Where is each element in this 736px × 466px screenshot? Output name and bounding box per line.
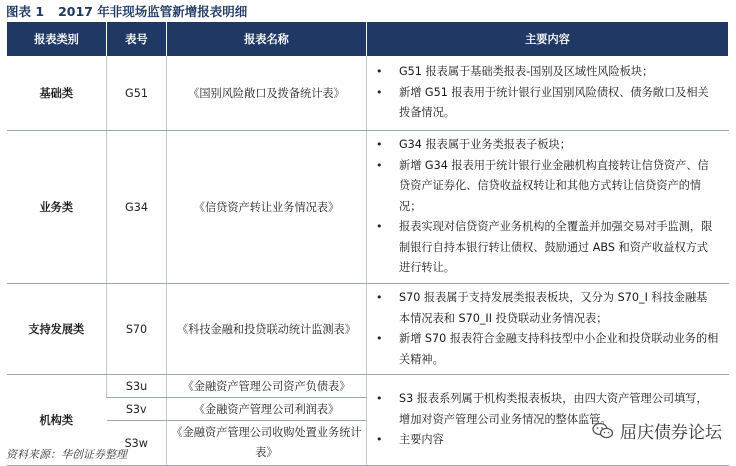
header-content: 主要内容 [367,22,729,56]
name-cell: 《信贷资产转让业务情况表》 [167,131,367,284]
bullet-item: • S70 报表属于支持发展类报表板块，又分为 S70_I 科技金融基本情况表和 S70_II 投贷联动业务情况表； [373,288,719,329]
code-cell: S70 [107,284,167,375]
name-cell: 《金融资产管理公司收购处置业务统计表》 [167,421,367,466]
code-cell: G51 [107,56,167,131]
bullet-item: • 新增 G51 报表用于统计银行业国别风险债权、债务敞口及相关拨备情况。 [373,83,719,124]
source-note: 资料来源：华创证券整理 [6,448,127,461]
name-cell: 《金融资产管理公司资产负债表》 [167,375,367,398]
name-cell: 《科技金融和投贷联动统计监测表》 [167,284,367,375]
code-cell: S3v [107,398,167,421]
bullet-item: • G34 报表属于业务类报表子板块； [373,135,719,156]
header-category: 报表类别 [7,22,107,56]
bullet-item: • 新增 G34 报表用于统计银行业金融机构直接转让信贷资产、信贷资产证券化、信贷收益权转让和其他方式转让信贷资产的情况； [373,156,719,218]
bullet-item: • G51 报表属于基础类报表-国别及区域性风险板块； [373,62,719,83]
bullet-item: • 报表实现对信贷资产业务机构的全覆盖并加强交易对手监测，限制银行自持本银行转让债权、鼓励通过 ABS 和资产收益权方式进行转让。 [373,217,719,279]
code-cell: S3u [107,375,167,398]
table-row [7,375,729,398]
watermark-text: 屈庆债券论坛 [620,423,722,443]
category-cell: 机构类 [7,375,107,466]
table-title [6,2,247,20]
content-cell [367,56,729,131]
code-cell: S3w [107,421,167,466]
category-cell: 基础类 [7,56,107,131]
table-row [7,284,729,375]
report-table [6,22,729,466]
header-name: 报表名称 [167,22,367,56]
content-cell [367,284,729,375]
content-cell [367,131,729,284]
header-row [7,22,729,56]
code-cell: G34 [107,131,167,284]
figure-caption: 2017 年非现场监管新增报表明细 [58,4,248,19]
table-row [7,131,729,284]
watermark [592,418,722,443]
name-cell: 《金融资产管理公司利润表》 [167,398,367,421]
category-cell: 支持发展类 [7,284,107,375]
bullet-item: • 主要内容 [373,430,719,451]
category-cell: 业务类 [7,131,107,284]
wechat-icon [592,422,614,440]
table-row [7,56,729,131]
figure-label: 图表 1 [6,4,45,19]
bullet-item: • 新增 S70 报表符合金融支持科技型中小企业和投贷联动业务的相关精神。 [373,329,719,370]
header-code: 表号 [107,22,167,56]
bullet-item: • S3 报表系列属于机构类报表板块，由四大资产管理公司填写，增加对资产管理公司业务情况的整体监管。 [373,389,719,430]
name-cell: 《国别风险敞口及拨备统计表》 [167,56,367,131]
